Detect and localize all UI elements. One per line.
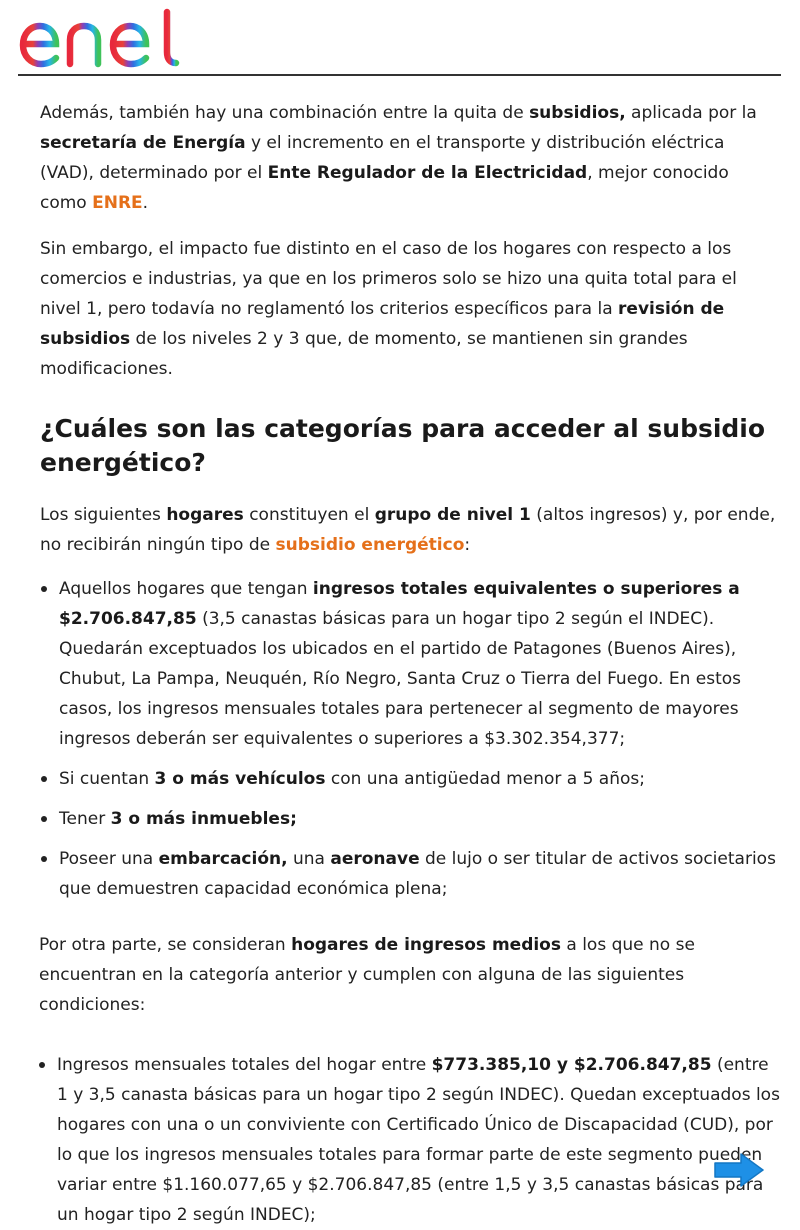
bold-text: Ente Regulador de la Electricidad (267, 163, 588, 183)
enre-link[interactable]: ENRE (92, 193, 143, 213)
bold-text: hogares (166, 505, 244, 525)
enel-logo[interactable] (18, 6, 183, 70)
paragraph: Además, también hay una combinación entre la quita de subsidios, aplicada por la secretaría de Energía y el incremento en el transporte y distribución eléctrica (VAD), determinado por el Ente Regulador de la Electricidad, mejor conocido como ENRE. (40, 103, 757, 213)
bold-text: grupo de nivel 1 (374, 505, 531, 525)
list-item: Tener 3 o más inmuebles; (40, 804, 780, 834)
bold-text: secretaría de Energía (40, 133, 246, 153)
middle-income-conditions-list (38, 1050, 780, 1230)
article-content (40, 98, 780, 1230)
paragraph: Los siguientes hogares constituyen el grupo de nivel 1 (altos ingresos) y, por ende, no recibirán ningún tipo de subsidio energético: (40, 505, 776, 555)
paragraph: Sin embargo, el impacto fue distinto en el caso de los hogares con respecto a los comercios e industrias, ya que en los primeros solo se hizo una quita total para el nivel 1, pero todavía no reglamentó los criterios específicos para la revisión de subsidios de los niveles 2 y 3 que, de momento, se mantienen sin grandes modificaciones. (40, 239, 737, 379)
arrow-right-icon[interactable] (713, 1152, 765, 1188)
list-item: Poseer una embarcación, una aeronave de lujo o ser titular de activos societarios que demuestren capacidad económica plena; (40, 844, 780, 904)
section-heading: ¿Cuáles son las categorías para acceder al subsidio energético? (40, 414, 766, 477)
list-item: Aquellos hogares que tengan ingresos totales equivalentes o superiores a $2.706.847,85 (3,5 canastas básicas para un hogar tipo 2 según el INDEC). Quedarán exceptuados los ubicados en el partido de Patagones (Buenos Aires), Chubut, La Pampa, Neuquén, Río Negro, Santa Cruz o Tierra del Fuego. En estos casos, los ingresos mensuales totales para pertenecer al segmento de mayores ingresos deberán ser equivalentes o superiores a $3.302.354,377; (40, 574, 780, 754)
bold-text: revisión de subsidios (40, 299, 725, 349)
site-header (18, 0, 781, 76)
paragraph: Por otra parte, se consideran hogares de ingresos medios a los que no se encuentran en la categoría anterior y cumplen con alguna de las siguientes condiciones: (39, 935, 695, 1015)
subsidio-energetico-link[interactable]: subsidio energético (275, 535, 465, 555)
bold-text: subsidios, (529, 103, 626, 123)
list-item: Si cuentan 3 o más vehículos con una antigüedad menor a 5 años; (40, 764, 780, 794)
high-income-conditions-list (40, 574, 780, 904)
bold-text: hogares de ingresos medios (291, 935, 561, 955)
list-item: Ingresos mensuales totales del hogar entre $773.385,10 y $2.706.847,85 (entre 1 y 3,5 canasta básicas para un hogar tipo 2 según INDEC). Quedan exceptuados los hogares con una o un conviviente con Certificado Único de Discapacidad (CUD), por lo que los ingresos mensuales totales para formar parte de este segmento pueden variar entre $1.160.077,65 y $2.706.847,85 (entre 1,5 y 3,5 canastas básicas para un hogar tipo 2 según INDEC); (38, 1050, 780, 1230)
